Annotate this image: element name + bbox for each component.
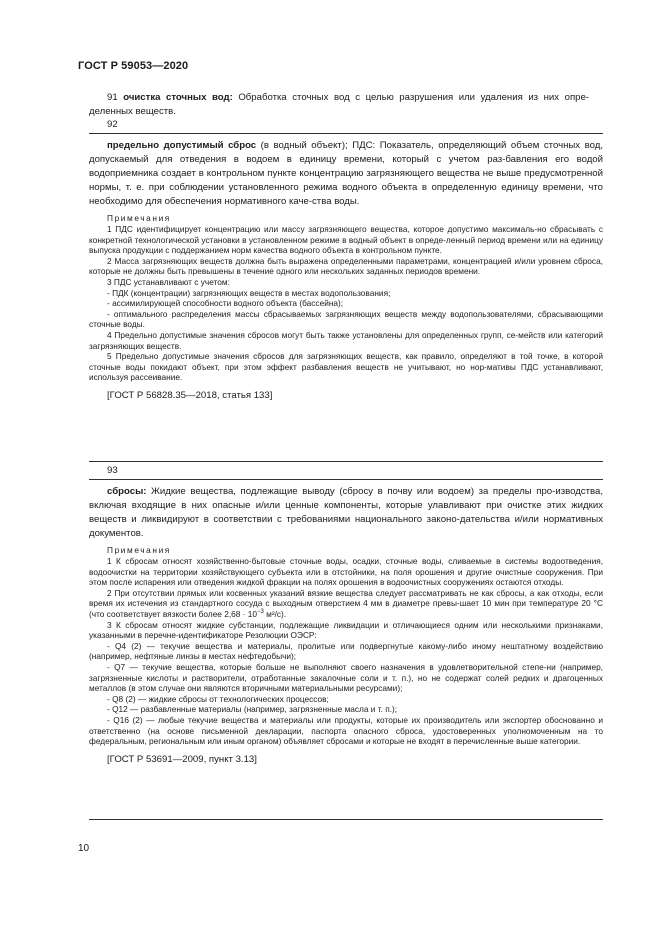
entry-91-number: 91 — [107, 92, 118, 103]
entry-92-note: 2 Масса загрязняющих веществ должна быть выражена определенными параметрами, концентрацией и/или уровнем сброса, которые не должны быть превышены в течение одного или нескольких заданных периодов времени. — [89, 255, 603, 277]
entry-93-note: - Q8 (2) — жидкие сбросы от технологических процессов; — [107, 693, 329, 704]
entry-93-note: - Q16 (2) — любые текучие вещества и материалы или продукты, которые их производитель или экспортер обоснованно и ответственно (на основе письменной декларации, паспорта опасного сброса, удостоверенных уполномоченным на то федеральным, региональным или иным органом) объявляет сбросами и которые не входят в перечисленные выше категории. — [89, 714, 603, 747]
entry-93-note: - Q7 — текучие вещества, которые больше не выполняют своего назначения в удовлетворительной степе-ни (например, загрязненные кислоты и растворители, отработанные закалочные соли и т. п.), но не содержат солей редких и драгоценных металлов (в этом случае они являются вторичными материальными ресурсами); — [89, 661, 603, 694]
entry-93-note-2-text: 2 При отсутствии прямых или косвенных указаний вязкие вещества следует рассматривать не как сбросы, а как отходы, если время их истечения из стандартного сосуда с выходным отверстием 4 мм в диаметре превы-шает 10 мин при температуре 20 °С (что соответствует вязкости более 2,68 · 10 — [89, 587, 603, 619]
entry-93-definition: Жидкие вещества, подлежащие выводу (сбросу в почву или водоем) за пределы про-изводства, включая входящие в них опасные и/или ценные компоненты, которые улавливают при очистке этих жидких веществ и ликвидируют в соответствии с требованиями национального законо-дательства и/или нормативных документов. — [89, 486, 603, 539]
entry-93-note: - Q12 — разбавленные материалы (например, загрязненные масла и т. п.); — [107, 704, 398, 715]
entry-93-source: [ГОСТ Р 53691—2009, пункт 3.13] — [107, 753, 257, 765]
entry-91-text — [89, 91, 589, 119]
entry-93-notes — [89, 545, 603, 747]
entry-92-note: - ассимилирующей способности водного объекта (бассейна); — [107, 298, 344, 309]
page-number: 10 — [78, 843, 90, 854]
entry-93-note-2-exponent: −3 — [256, 609, 264, 616]
entry-92-box — [89, 133, 603, 462]
entry-93-note: 3 К сбросам относят жидкие субстанции, подлежащие ликвидации и отличающиеся одним или несколькими признаками, указанными в перечне-идентификаторе Резолюции ОЭСР: — [89, 619, 603, 641]
entry-91-term: очистка сточных вод: — [123, 92, 233, 103]
entry-92-note: - оптимального распределения массы сбрасываемых загрязняющих веществ между водопользователями, сбрасывающими сточные воды. — [89, 308, 603, 330]
entry-93-term: сбросы: — [107, 486, 147, 497]
entry-93-box — [89, 479, 603, 820]
entry-93-note: - Q4 (2) — текучие вещества и материалы, пролитые или подвергнутые какому-либо иному нештатному воздействию (например, нефтяные линзы в местах нефтедобычи); — [89, 640, 603, 662]
entry-91 — [89, 91, 589, 119]
entry-92-definition-text — [89, 139, 603, 209]
entry-92-notes — [89, 213, 603, 383]
entry-92-number: 92 — [107, 119, 118, 130]
entry-93-note-2-tail: м²/с). — [263, 608, 287, 619]
entry-92-source: [ГОСТ Р 56828.35—2018, статья 133] — [107, 389, 273, 401]
entry-92-note: 4 Предельно допустимые значения сбросов могут быть также установлены для определенных групп, се-мейств или категорий загрязняющих веществ. — [89, 329, 603, 351]
entry-93-number: 93 — [107, 465, 118, 476]
entry-92-term: предельно допустимый сброс — [107, 140, 257, 151]
entry-91-definition: Обработка сточных вод с целью разрушения или удаления из них опре-деленных веществ. — [89, 92, 589, 117]
entry-93-definition-text — [89, 485, 603, 541]
entry-92-note: - ПДК (концентрации) загрязняющих веществ в местах водопользования; — [107, 287, 391, 298]
entry-93-note: 1 К сбросам относят хозяйственно-бытовые сточные воды, осадки, сточные воды, сливаемые в системы водоотведения, водоочистки на территории хозяйствующего субъекта или в отстойники, на поля орошения и другие очистные сооружения. При этом после испарения или отведения жидкой фракции на полях орошения в водоочистных сооружениях остаются отходы. — [89, 556, 603, 588]
document-header: ГОСТ Р 59053—2020 — [78, 60, 189, 72]
entry-92-notes-heading: Примечания — [107, 213, 171, 223]
entry-93-notes-heading: Примечания — [107, 545, 171, 555]
entry-93-note-2 — [89, 588, 603, 620]
entry-92-note: 1 ПДС идентифицирует концентрацию или массу загрязняющего вещества, которое допустимо максималь-но сбрасывать с конкретной технологической установки в установленном режиме в водный объект в опреде-ленный период времени или на единицу выпуска продукции с поддержанием норм качества водного объекта в контрольном пункте. — [89, 224, 603, 256]
entry-92-note: 5 Предельно допустимые значения сбросов для загрязняющих веществ, как правило, определяют в той точке, в которой сточные воды покидают объект, при этом эффект разбавления веществ не учитывают, но нор-мативы ПДС устанавливают, используя рассеивание. — [89, 351, 603, 383]
entry-92-definition: (в водный объект); ПДС: Показатель, определяющий объем сточных вод, допускаемый для отведения в водоем в единицу времени, который с учетом раз-бавления его водой водоприемника создает в контрольном пункте концентрацию загрязняющего вещества не выше предусмотренной нормы, т. е. при соблюдении установленного режима водного объекта в определенную единицу времени, что необходимо для обеспечения нормативного каче-ства воды. — [89, 140, 603, 207]
entry-92-note: 3 ПДС устанавливают с учетом: — [107, 276, 230, 287]
